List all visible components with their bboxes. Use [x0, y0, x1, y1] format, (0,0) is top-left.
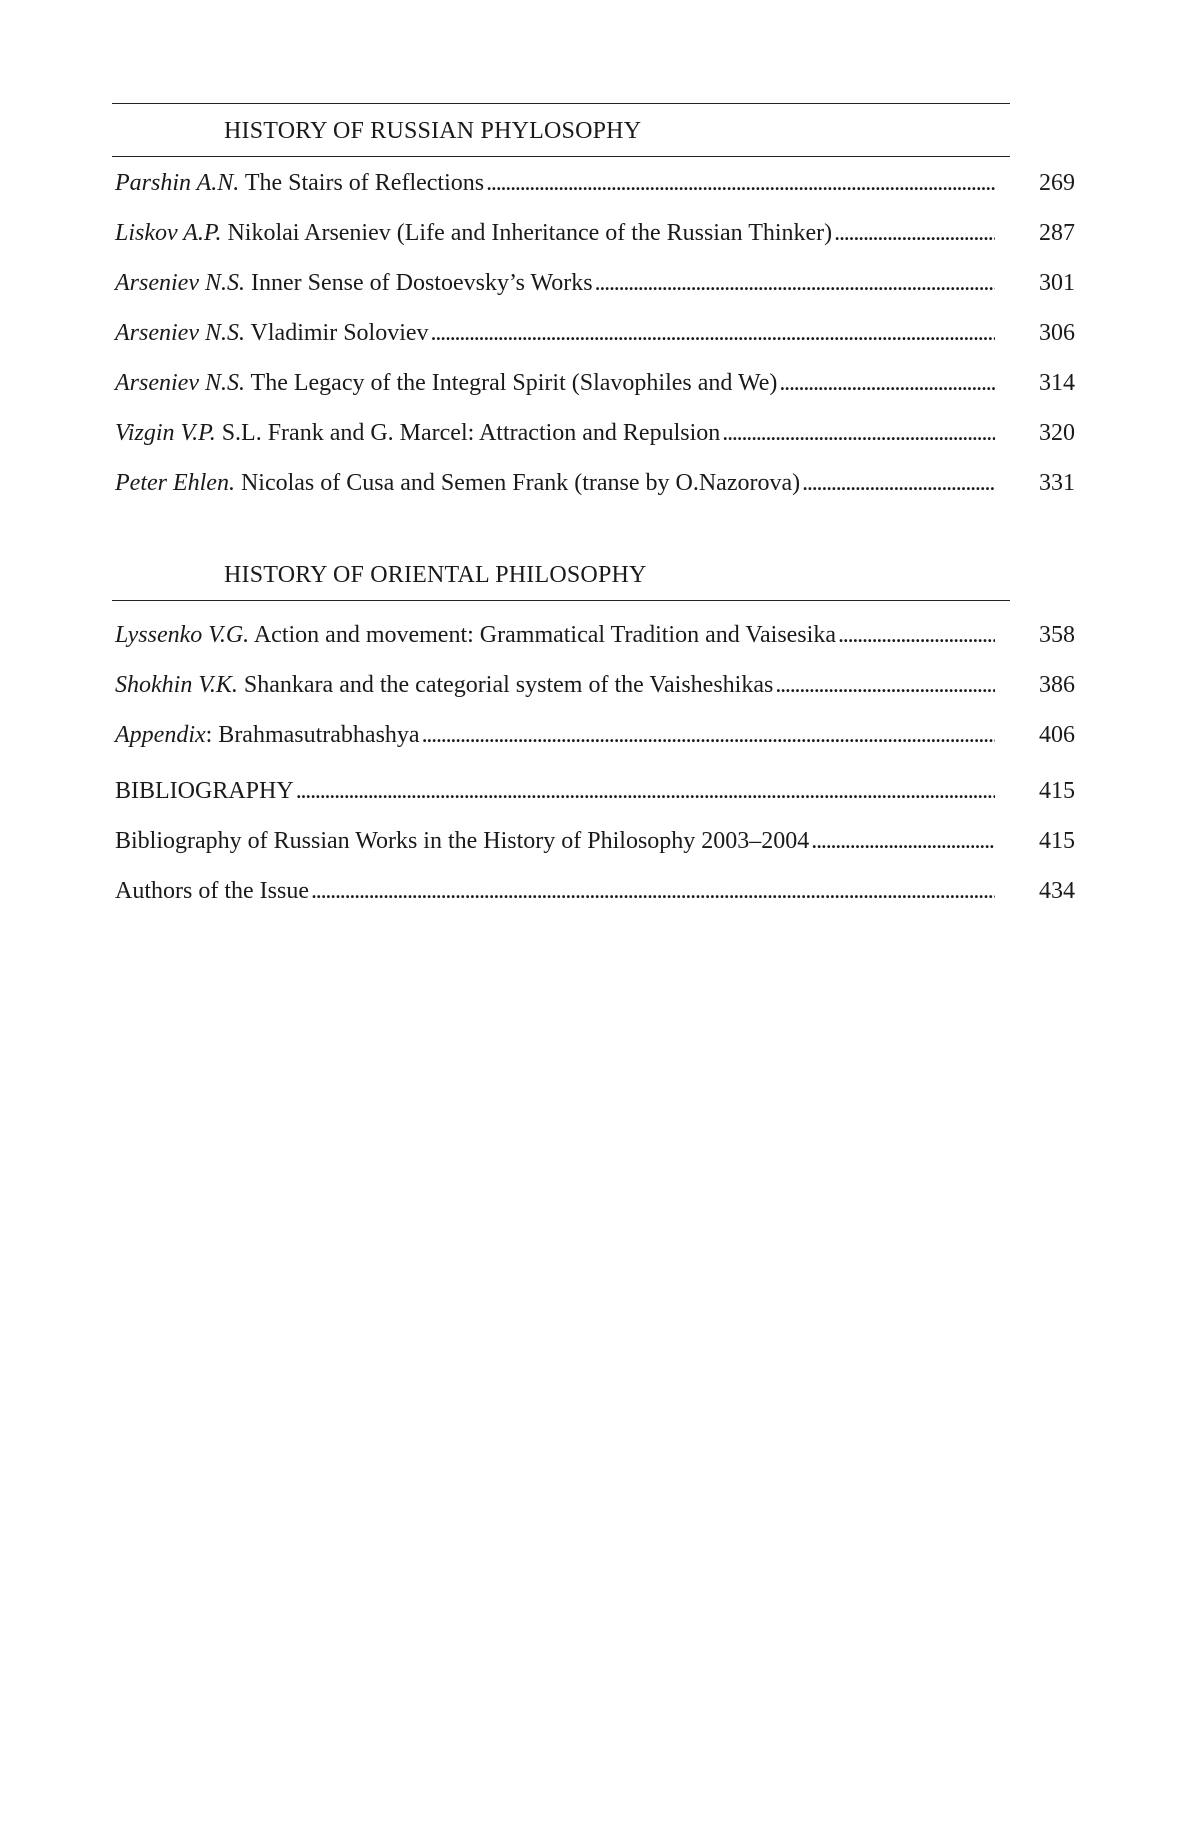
entry-page-number: 406 [1039, 722, 1075, 748]
toc-entry [115, 776, 1075, 826]
leader-dots [296, 776, 995, 806]
entry-title: Nikolai Arseniev (Life and Inheritance of the Russian Thinker) [221, 220, 833, 246]
leader-dots [779, 368, 995, 398]
entry-author: Lyssenko V.G. [115, 622, 250, 648]
entry-title: Authors of the Issue [115, 878, 309, 904]
entry-title: Action and movement: Grammatical Tradition and Vaisesika [249, 622, 836, 648]
entry-author: Shokhin V.K. [115, 672, 238, 698]
entry-author: Appendix [115, 722, 206, 748]
section-oriental-entries [115, 620, 1075, 770]
entry-title: Bibliography of Russian Works in the History of Philosophy 2003–2004 [115, 828, 810, 854]
entry-author: Vizgin V.P. [115, 420, 216, 446]
leader-dots [775, 670, 995, 700]
entry-page-number: 386 [1039, 672, 1075, 698]
title-rule [112, 156, 1010, 157]
toc-entry [115, 620, 1075, 670]
entry-page-number: 301 [1039, 270, 1075, 296]
entry-title: Inner Sense of Dostoevsky’s Works [244, 270, 593, 296]
leader-dots [486, 168, 995, 198]
toc-entry [115, 368, 1075, 418]
leader-dots [802, 468, 995, 498]
section-title: HISTORY OF RUSSIAN PHYLOSOPHY [224, 118, 642, 144]
toc-entry [115, 418, 1075, 468]
entry-author: Arseniev N.S. [115, 320, 245, 346]
entry-author: Peter Ehlen. [115, 470, 235, 496]
leader-dots [838, 620, 995, 650]
entry-author: Arseniev N.S. [115, 270, 245, 296]
toc-entry [115, 168, 1075, 218]
entry-page-number: 314 [1039, 370, 1075, 396]
toc-entry [115, 468, 1075, 518]
entry-title: S.L. Frank and G. Marcel: Attraction and Repulsion [215, 420, 721, 446]
section-oriental-header [112, 560, 1010, 601]
leader-dots [811, 826, 995, 856]
leader-dots [834, 218, 995, 248]
entry-page-number: 434 [1039, 878, 1075, 904]
entry-title: Shankara and the categorial system of the Vaisheshikas [237, 672, 774, 698]
entry-author: Liskov A.P. [115, 220, 222, 246]
entry-page-number: 320 [1039, 420, 1075, 446]
entry-page-number: 306 [1039, 320, 1075, 346]
top-rule [112, 103, 1010, 104]
toc-entry [115, 218, 1075, 268]
entry-title: Vladimir Soloviev [244, 320, 429, 346]
leader-dots [595, 268, 995, 298]
entry-title: The Legacy of the Integral Spirit (Slavophiles and We) [244, 370, 778, 396]
toc-entry [115, 268, 1075, 318]
section-title: HISTORY OF ORIENTAL PHILOSOPHY [224, 562, 647, 588]
entry-page-number: 287 [1039, 220, 1075, 246]
leader-dots [422, 720, 995, 750]
toc-entry [115, 670, 1075, 720]
toc-entry [115, 876, 1075, 926]
entry-title: Nicolas of Cusa and Semen Frank (transe by O.Nazorova) [234, 470, 801, 496]
entry-page-number: 415 [1039, 828, 1075, 854]
entry-page-number: 358 [1039, 622, 1075, 648]
entry-page-number: 415 [1039, 778, 1075, 804]
entry-page-number: 269 [1039, 170, 1075, 196]
toc-entry [115, 720, 1075, 770]
entry-title: The Stairs of Reflections [239, 170, 485, 196]
back-matter-entries [115, 776, 1075, 926]
section-russian-entries [115, 168, 1075, 518]
title-rule [112, 600, 1010, 601]
section-russian-header [112, 103, 1010, 157]
entry-title: BIBLIOGRAPHY [115, 778, 294, 804]
leader-dots [722, 418, 995, 448]
entry-page-number: 331 [1039, 470, 1075, 496]
leader-dots [431, 318, 995, 348]
entry-title: : Brahmasutrabhashya [205, 722, 420, 748]
entry-author: Parshin A.N. [115, 170, 240, 196]
leader-dots [311, 876, 995, 906]
entry-author: Arseniev N.S. [115, 370, 245, 396]
toc-entry [115, 826, 1075, 876]
toc-entry [115, 318, 1075, 368]
